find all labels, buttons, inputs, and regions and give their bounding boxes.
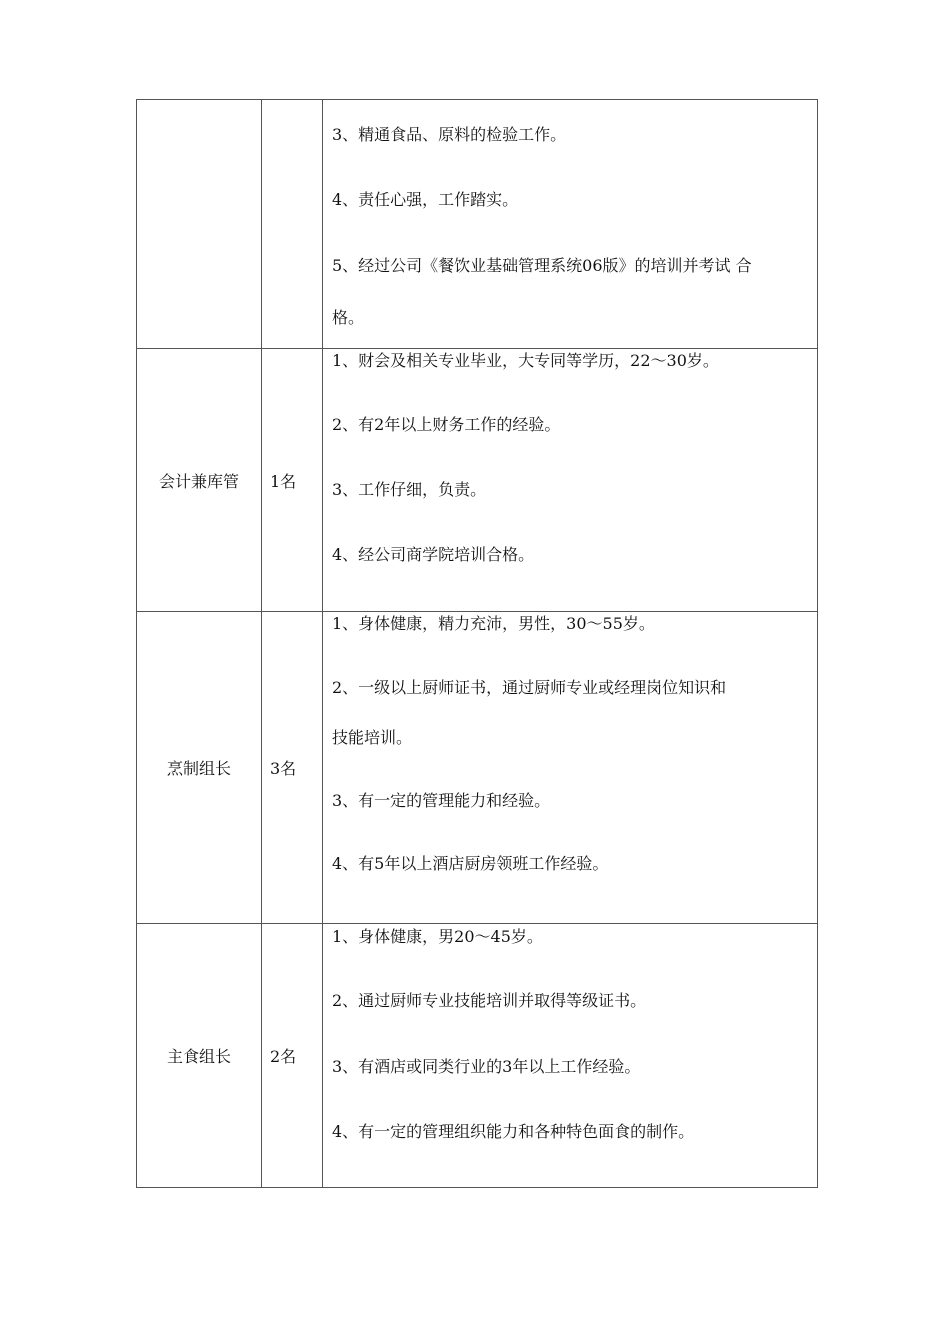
requirement-line: 4、责任心强，工作踏实。	[332, 190, 519, 209]
requirement-line: 技能培训。	[332, 728, 413, 747]
requirement-line: 3、有一定的管理能力和经验。	[332, 791, 551, 810]
requirements-cell	[323, 924, 817, 1187]
position-cell: 烹制组长	[137, 612, 262, 923]
table-row	[137, 611, 817, 923]
requirement-line: 1、身体健康，男20〜45岁。	[332, 927, 543, 946]
requirements-cell	[323, 612, 817, 923]
requirements-cell	[323, 100, 817, 348]
requirement-line: 2、有2年以上财务工作的经验。	[332, 415, 561, 434]
count-cell	[262, 100, 323, 348]
requirement-line: 2、一级以上厨师证书，通过厨师专业或经理岗位知识和	[332, 678, 727, 697]
table-row	[137, 923, 817, 1187]
requirement-line: 格。	[332, 308, 365, 327]
count-cell: 1名	[262, 349, 323, 611]
table-row	[137, 100, 817, 348]
requirements-table	[136, 99, 818, 1188]
requirement-line: 4、有一定的管理组织能力和各种特色面食的制作。	[332, 1122, 695, 1141]
requirement-line: 4、有5年以上酒店厨房领班工作经验。	[332, 854, 609, 873]
requirement-line: 2、通过厨师专业技能培训并取得等级证书。	[332, 991, 647, 1010]
requirement-line: 3、精通食品、原料的检验工作。	[332, 125, 567, 144]
requirement-line: 3、工作仔细，负责。	[332, 480, 487, 499]
count-cell: 2名	[262, 924, 323, 1187]
requirement-line: 1、财会及相关专业毕业，大专同等学历，22〜30岁。	[332, 351, 719, 370]
requirement-line: 5、经过公司《餐饮业基础管理系统06版》的培训并考试 合	[332, 256, 752, 275]
requirement-line: 3、有酒店或同类行业的3年以上工作经验。	[332, 1057, 641, 1076]
position-cell: 会计兼库管	[137, 349, 262, 611]
table-row	[137, 348, 817, 611]
position-cell: 主食组长	[137, 924, 262, 1187]
requirements-cell	[323, 349, 817, 611]
requirement-line: 1、身体健康，精力充沛，男性，30〜55岁。	[332, 614, 655, 633]
count-cell: 3名	[262, 612, 323, 923]
requirement-line: 4、经公司商学院培训合格。	[332, 545, 535, 564]
position-cell	[137, 100, 262, 348]
